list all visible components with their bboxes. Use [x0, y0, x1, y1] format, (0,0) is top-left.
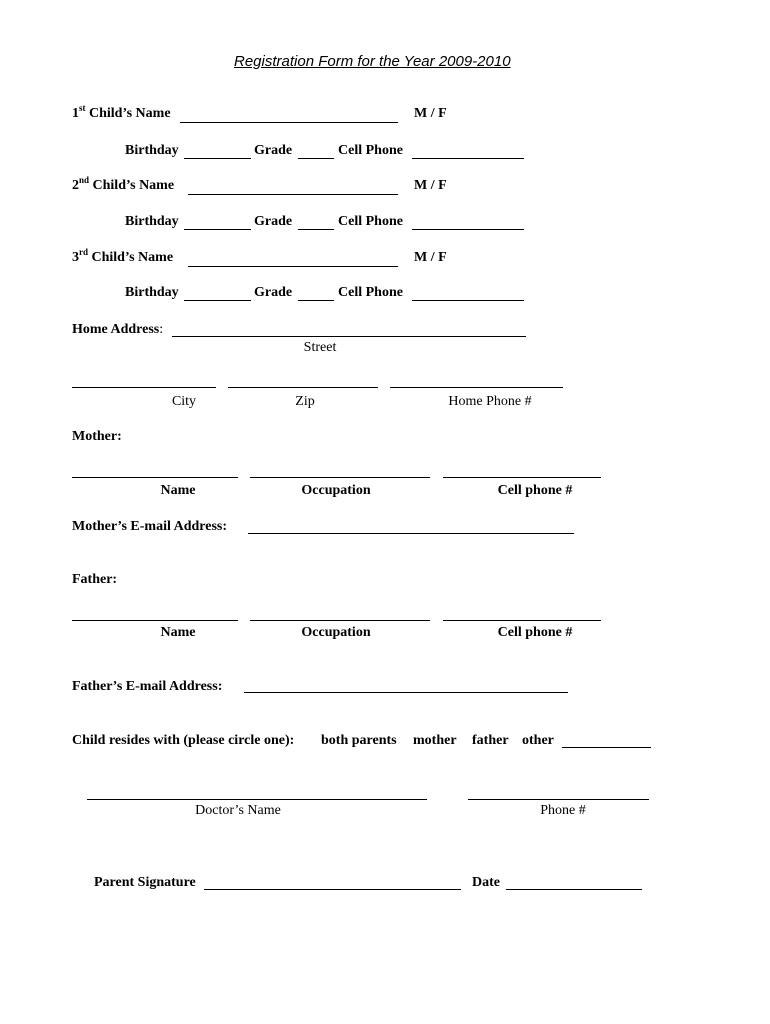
child-1-name-field[interactable]: [180, 122, 398, 123]
resides-option-both-parents[interactable]: both parents: [321, 733, 397, 748]
mother-email-field[interactable]: [248, 533, 574, 534]
father-name-caption: Name: [160, 625, 196, 640]
child-2-name-label: Child’s Name: [92, 178, 175, 193]
child-1-grade-label: Grade: [254, 143, 293, 158]
home-phone-field[interactable]: [390, 387, 563, 388]
child-3-ordinal: 3: [72, 250, 79, 265]
child-3-gender[interactable]: M / F: [414, 250, 447, 265]
father-name-field[interactable]: [72, 620, 238, 621]
child-2-name-field[interactable]: [188, 194, 398, 195]
child-3-birthday-label: Birthday: [125, 285, 179, 300]
zip-field[interactable]: [228, 387, 378, 388]
resides-option-other[interactable]: other: [522, 733, 554, 748]
mother-label: Mother:: [72, 429, 122, 444]
resides-option-father[interactable]: father: [472, 733, 509, 748]
child-2-grade-field[interactable]: [298, 229, 334, 230]
child-1-suffix: st: [79, 103, 86, 113]
father-occupation-caption: Occupation: [301, 625, 371, 640]
doctor-name-caption: Doctor’s Name: [195, 803, 281, 818]
child-3-cell-label: Cell Phone: [338, 285, 403, 300]
father-label: Father:: [72, 572, 118, 587]
child-3-label: [72, 247, 174, 266]
resides-label: Child resides with (please circle one):: [72, 733, 295, 748]
child-2-suffix: nd: [79, 175, 90, 185]
child-1-name-label: Child’s Name: [89, 106, 171, 121]
street-caption: Street: [303, 340, 337, 355]
city-caption: City: [171, 394, 197, 409]
child-2-cell-label: Cell Phone: [338, 214, 403, 229]
child-1-ordinal: 1: [72, 106, 79, 121]
doctor-name-field[interactable]: [87, 799, 427, 800]
mother-email-label: Mother’s E-mail Address:: [72, 519, 228, 534]
child-3-cell-field[interactable]: [412, 300, 524, 301]
date-field[interactable]: [506, 889, 642, 890]
mother-occupation-caption: Occupation: [301, 483, 371, 498]
mother-cell-caption: Cell phone #: [497, 483, 573, 498]
child-3-grade-label: Grade: [254, 285, 293, 300]
father-email-field[interactable]: [244, 692, 568, 693]
father-email-label: Father’s E-mail Address:: [72, 679, 223, 694]
father-occupation-field[interactable]: [250, 620, 430, 621]
child-3-grade-field[interactable]: [298, 300, 334, 301]
child-1-grade-field[interactable]: [298, 158, 334, 159]
child-1-birthday-field[interactable]: [184, 158, 251, 159]
mother-name-field[interactable]: [72, 477, 238, 478]
father-cell-caption: Cell phone #: [497, 625, 573, 640]
child-3-name-label: Child’s Name: [91, 250, 174, 265]
child-2-label: [72, 175, 175, 194]
child-2-grade-label: Grade: [254, 214, 293, 229]
parent-signature-label: Parent Signature: [94, 875, 196, 890]
parent-signature-field[interactable]: [204, 889, 461, 890]
child-1-cell-label: Cell Phone: [338, 143, 403, 158]
child-1-gender[interactable]: M / F: [414, 106, 447, 121]
zip-caption: Zip: [295, 394, 315, 409]
street-field[interactable]: [172, 336, 526, 337]
city-field[interactable]: [72, 387, 216, 388]
father-cell-field[interactable]: [443, 620, 601, 621]
mother-cell-field[interactable]: [443, 477, 601, 478]
child-1-cell-field[interactable]: [412, 158, 524, 159]
child-2-ordinal: 2: [72, 178, 79, 193]
doctor-phone-caption: Phone #: [540, 803, 586, 818]
mother-occupation-field[interactable]: [250, 477, 430, 478]
child-3-suffix: rd: [79, 247, 88, 257]
mother-name-caption: Name: [160, 483, 196, 498]
child-1-birthday-label: Birthday: [125, 143, 179, 158]
child-3-name-field[interactable]: [188, 266, 398, 267]
resides-other-field[interactable]: [562, 747, 651, 748]
child-2-gender[interactable]: M / F: [414, 178, 447, 193]
child-2-birthday-label: Birthday: [125, 214, 179, 229]
doctor-phone-field[interactable]: [468, 799, 649, 800]
home-phone-caption: Home Phone #: [448, 394, 532, 409]
date-label: Date: [472, 875, 500, 890]
child-2-birthday-field[interactable]: [184, 229, 251, 230]
child-3-birthday-field[interactable]: [184, 300, 251, 301]
resides-option-mother[interactable]: mother: [413, 733, 457, 748]
home-address-label: Home Address:: [72, 322, 164, 337]
form-title: Registration Form for the Year 2009-2010: [234, 53, 511, 70]
child-1-label: [72, 103, 171, 122]
child-2-cell-field[interactable]: [412, 229, 524, 230]
